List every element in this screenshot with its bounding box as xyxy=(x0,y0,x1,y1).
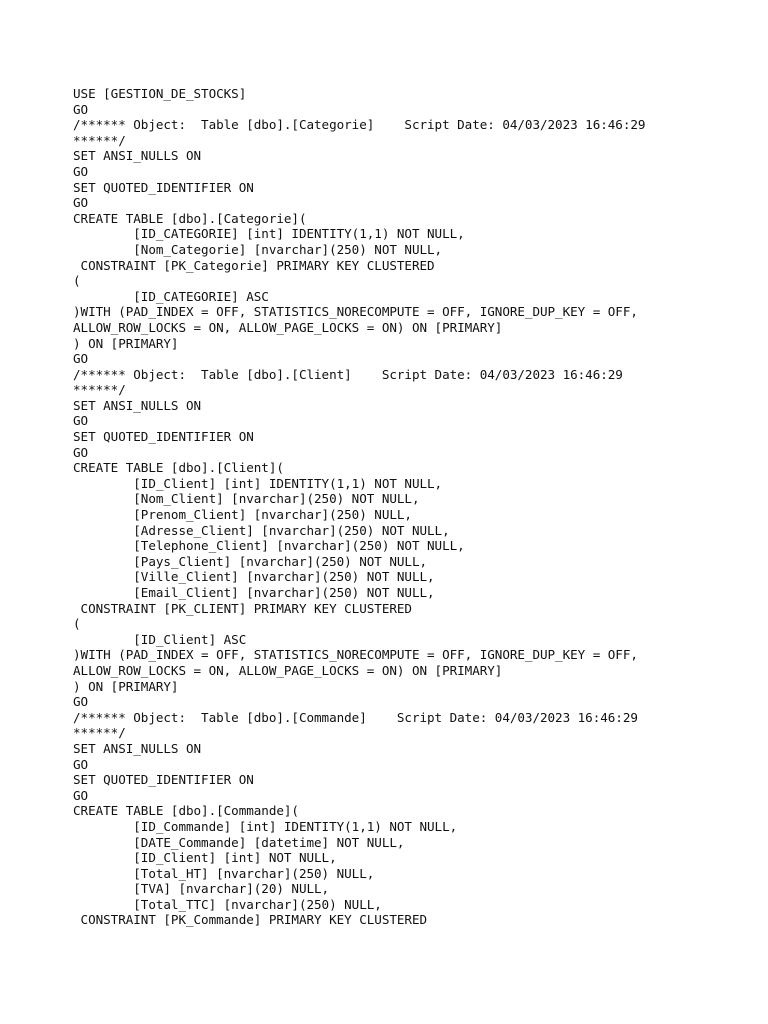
code-line: SET ANSI_NULLS ON xyxy=(73,740,202,756)
code-line: [Total_TTC] [nvarchar](250) NULL, xyxy=(73,896,382,912)
code-line: )WITH (PAD_INDEX = OFF, STATISTICS_NORECOMPUTE = OFF, IGNORE_DUP_KEY = OFF, xyxy=(73,304,638,320)
code-line: CONSTRAINT [PK_Commande] PRIMARY KEY CLUSTERED xyxy=(73,912,428,928)
code-line: [Telephone_Client] [nvarchar](250) NOT NULL, xyxy=(73,538,465,554)
code-line: [TVA] [nvarchar](20) NULL, xyxy=(73,881,330,897)
code-line: [DATE_Commande] [datetime] NOT NULL, xyxy=(73,834,405,850)
code-line: CONSTRAINT [PK_Categorie] PRIMARY KEY CLUSTERED xyxy=(73,257,435,273)
code-line: [Adresse_Client] [nvarchar](250) NOT NULL, xyxy=(73,522,450,538)
code-line: SET QUOTED_IDENTIFIER ON xyxy=(73,772,254,788)
code-line: ALLOW_ROW_LOCKS = ON, ALLOW_PAGE_LOCKS = ON) ON [PRIMARY] xyxy=(73,662,503,678)
code-line: SET ANSI_NULLS ON xyxy=(73,397,202,413)
code-line: GO xyxy=(73,694,89,710)
code-line: SET ANSI_NULLS ON xyxy=(73,148,202,164)
code-line: /****** Object: Table [dbo].[Commande] Script Date: 04/03/2023 16:46:29 xyxy=(73,709,638,725)
code-line: [Prenom_Client] [nvarchar](250) NULL, xyxy=(73,507,412,523)
code-line: GO xyxy=(73,163,89,179)
code-line: USE [GESTION_DE_STOCKS] xyxy=(73,86,247,101)
code-line: GO xyxy=(73,444,89,460)
code-line: GO xyxy=(73,101,89,117)
code-line: CREATE TABLE [dbo].[Commande]( xyxy=(73,803,299,819)
code-line: [Total_HT] [nvarchar](250) NULL, xyxy=(73,865,375,881)
code-line: CREATE TABLE [dbo].[Categorie]( xyxy=(73,210,307,226)
code-line: [Pays_Client] [nvarchar](250) NOT NULL, xyxy=(73,553,428,569)
code-line: GO xyxy=(73,351,89,367)
code-line: [Email_Client] [nvarchar](250) NOT NULL, xyxy=(73,585,435,600)
code-line: SET QUOTED_IDENTIFIER ON xyxy=(73,179,254,195)
code-line: [ID_Client] [int] IDENTITY(1,1) NOT NULL, xyxy=(73,475,443,491)
code-line: ) ON [PRIMARY] xyxy=(73,678,179,694)
code-line: ******/ xyxy=(73,725,126,741)
code-line: [ID_Client] [int] NOT NULL, xyxy=(73,850,337,866)
code-line: GO xyxy=(73,756,89,772)
code-line: ALLOW_ROW_LOCKS = ON, ALLOW_PAGE_LOCKS = ON) ON [PRIMARY] xyxy=(73,319,503,335)
code-line: GO xyxy=(73,195,89,211)
code-line: ******/ xyxy=(73,132,126,148)
code-line: /****** Object: Table [dbo].[Client] Script Date: 04/03/2023 16:46:29 xyxy=(73,366,623,382)
code-line: ) ON [PRIMARY] xyxy=(73,335,179,351)
code-line: ( xyxy=(73,273,81,289)
code-line: ******/ xyxy=(73,382,126,398)
code-line: GO xyxy=(73,787,89,803)
code-line: [Nom_Categorie] [nvarchar](250) NOT NULL, xyxy=(73,241,443,257)
code-line: )WITH (PAD_INDEX = OFF, STATISTICS_NORECOMPUTE = OFF, IGNORE_DUP_KEY = OFF, xyxy=(73,647,638,663)
code-line: GO xyxy=(73,413,89,429)
code-line: [ID_CATEGORIE] ASC xyxy=(73,288,269,304)
code-line: SET QUOTED_IDENTIFIER ON xyxy=(73,429,254,445)
code-line: [ID_Client] ASC xyxy=(73,631,247,647)
code-line: CONSTRAINT [PK_CLIENT] PRIMARY KEY CLUSTERED xyxy=(73,600,412,616)
code-line: [ID_Commande] [int] IDENTITY(1,1) NOT NULL, xyxy=(73,818,458,834)
code-line: [ID_CATEGORIE] [int] IDENTITY(1,1) NOT NULL, xyxy=(73,226,465,242)
sql-script xyxy=(73,86,753,928)
code-line: /****** Object: Table [dbo].[Categorie] Script Date: 04/03/2023 16:46:29 xyxy=(73,117,646,133)
code-line: CREATE TABLE [dbo].[Client]( xyxy=(73,460,284,476)
code-line: [Ville_Client] [nvarchar](250) NOT NULL, xyxy=(73,569,435,585)
code-line: [Nom_Client] [nvarchar](250) NOT NULL, xyxy=(73,491,420,507)
code-line: ( xyxy=(73,616,81,632)
